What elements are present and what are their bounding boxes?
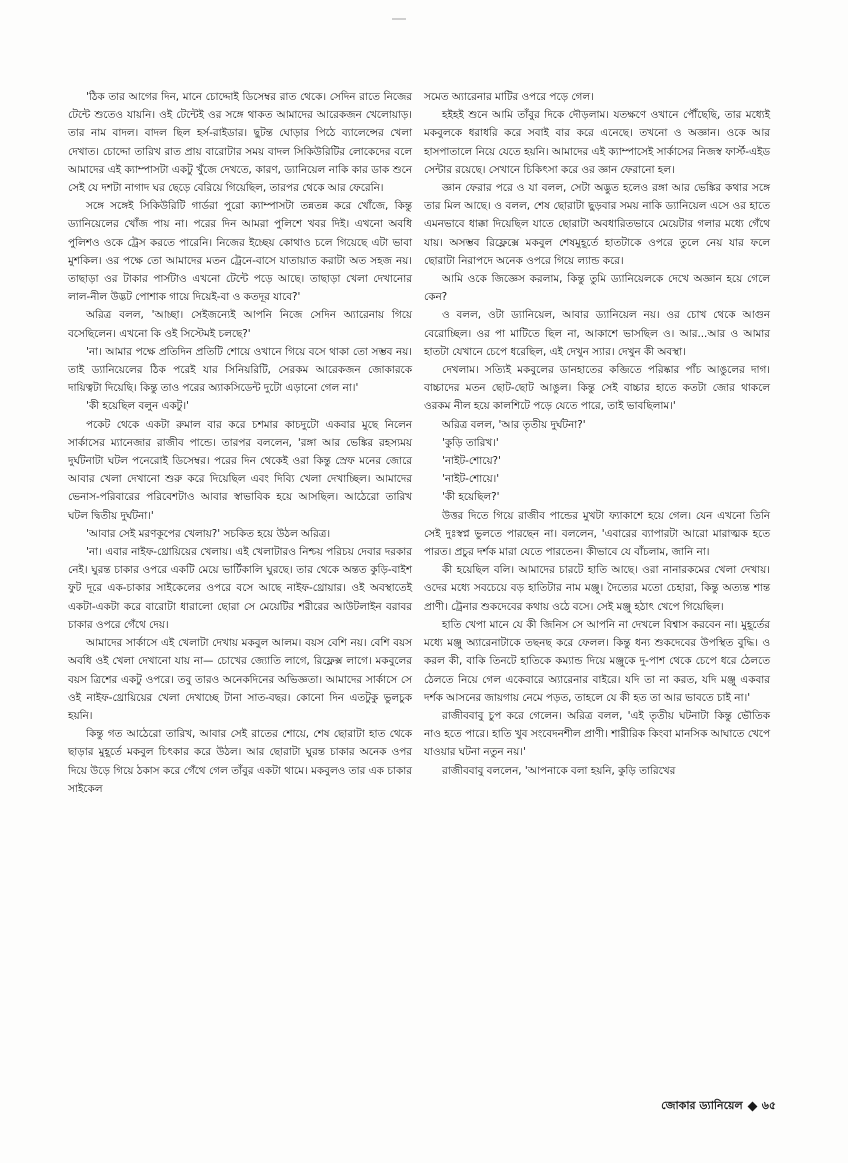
- page-top-mark: [392, 18, 406, 20]
- paragraph: আমি ওকে জিজ্ঞেস করলাম, কিন্তু তুমি ড্যানিয়েলকে দেখে অজ্ঞান হয়ে গেলে কেন?: [424, 273, 770, 304]
- paragraph: 'কী হয়েছিল বলুন একটু।': [86, 400, 189, 413]
- paragraph: 'নাইট-শোয়ে।': [442, 473, 500, 486]
- paragraph: কী হয়েছিল বলি। আমাদের চারটে হাতি আছে। ওরা নানারকমের খেলা দেখায়। ওদের মধ্যে সবচেয়ে বড় হাতিটার নাম মঞ্জু। দৈত্যের মতো চেহারা, কিন্তু অত্যন্ত শান্ত প্রাণী। ট্রেনার শুকদেবের কথায় ওঠে বসে। সেই মঞ্জু হঠাৎ খেপে গিয়েছিল।: [424, 564, 770, 613]
- paragraph: জ্ঞান ফেরার পরে ও যা বলল, সেটা অদ্ভুত হলেও রঙ্গা আর ভেঙ্কির কথার সঙ্গে তার মিল আছে। ও বলল, শেষ ছোরাটা ছুড়বার সময় নাকি ড্যানিয়েল এসে ওর হাতে এমনভাবে ধাক্কা দিয়েছিল যাতে ছোরাটা অবধারিতভাবে মেয়েটার গলার মধ্যে গেঁথে যায়। অসম্ভব রিফ্লেক্সে মকবুল শেষমুহূর্তে হাতটাকে ওপরে তুলে নেয় যার ফলে ছোরাটা নিরাপদে অনেক ওপরে গিয়ে ল্যান্ড করে।: [424, 182, 770, 267]
- paragraph: উত্তর দিতে গিয়ে রাজীব পান্ডের মুখটা ফ্যাকাশে হয়ে গেল। যেন এখনো তিনি সেই দুঃস্বপ্ন ভুলতে পারছেন না। বললেন, 'এবারের ব্যাপারটা আরো মারাত্মক হতে পারত। প্রচুর দর্শক মারা যেতে পারতেন। কীভাবে যে বাঁচলাম, জানি না।: [424, 509, 770, 559]
- left-column: [68, 88, 412, 798]
- paragraph: রাজীববাবু চুপ করে গেলেন। অরিত্র বলল, 'এই তৃতীয় ঘটনাটা কিন্তু ভৌতিক নাও হতে পারে। হাতি খুব সংবেদনশীল প্রাণী। শারীরিক কিংবা মানসিক আঘাতে খেপে যাওয়ার ঘটনা নতুন নয়।': [424, 709, 770, 759]
- paragraph: 'না। আমার পক্ষে প্রতিদিন প্রতিটি শোয়ে ওখানে গিয়ে বসে থাকা তো সম্ভব নয়। তাই ড্যানিয়েলের ঠিক পরেই যার সিনিয়রিটি, সেরকম আরেকজন জোকারকে দায়িত্বটা দিয়েছি। কিন্তু তাও পরের অ্যাকসিডেন্ট দুটো এড়ানো গেল না।': [68, 345, 412, 395]
- paragraph: 'কুড়ি তারিখ।': [442, 436, 499, 449]
- paragraph-continued: সমেত অ্যারেনার মাটির ওপরে পড়ে গেল।: [424, 91, 594, 103]
- paragraph: অরিত্র বলল, 'আচ্ছা। সেইজন্যেই আপনি নিজে সেদিন অ্যারেনায় গিয়ে বসেছিলেন। এখনো কি ওই সিস্টেমই চলছে?': [68, 309, 412, 340]
- paragraph: হইহই শুনে আমি তাঁবুর দিকে দৌড়লাম। যতক্ষণে ওখানে পৌঁছেছি, তার মধ্যেই মকবুলকে ধরাধরি করে সবাই বার করে এনেছে। তখনো ও অজ্ঞান। ওকে আর হাসপাতালে নিয়ে যেতে হয়নি। আমাদের এই ক্যাম্পাসেই সার্কাসের নিজস্ব ফার্স্ট-এইড সেন্টার রয়েছে। সেখানে চিকিৎসা করে ওর জ্ঞান ফেরানো হল।: [424, 109, 770, 176]
- paragraph: হাতি খেপা মানে যে কী জিনিস সে আপনি না দেখলে বিশ্বাস করবেন না। মুহূর্তের মধ্যে মঞ্জু অ্যারেনাটাকে তছনছ করে ফেলল। কিন্তু ধন্য শুকদেবের উপস্থিত বুদ্ধি। ও করল কী, বাকি তিনটে হাতিকে কম্যান্ড দিয়ে মঞ্জুকে দু-পাশ থেকে চেপে ধরে ঠেলতে ঠেলতে নিয়ে গেল একেবারে অ্যারেনার বাইরে। যদি তা না করত, যদি মঞ্জু একবার দর্শক আসনের জায়গায় নেমে পড়ত, তাহলে যে কী হত তা আর ভাবতে চাই না।': [424, 618, 770, 704]
- page-number: ৬৫: [761, 1099, 776, 1112]
- paragraph: 'নাইট-শোয়ে?': [442, 455, 501, 468]
- paragraph: রাজীববাবু বললেন, 'আপনাকে বলা হয়নি, কুড়ি তারিখের: [442, 764, 676, 777]
- paragraph: অরিত্র বলল, 'আর তৃতীয় দুর্ঘটনা?': [442, 418, 586, 431]
- paragraph: 'ঠিক তার আগের দিন, মানে চোদ্দোই ডিসেম্বর রাত থেকে। সেদিন রাতে নিজের টেন্টে শুতেও যায়নি। ওই টেন্টেই ওর সঙ্গে থাকত আমাদের আরেকজন খেলোয়াড়। তার নাম বাদল। বাদল ছিল হর্স-রাইডার। ছুটন্ত ঘোড়ার পিঠে ব্যালেন্সের খেলা দেখাত। চোদ্দো তারিখ রাত প্রায় বারোটার সময় বাদল সিকিউরিটির লোকেদের বলে আমাদের এই ক্যাম্পাসটা একটু খুঁজে দেখতে, কারণ, ড্যানিয়েল নাকি কার ডাক শুনে সেই যে দশটা নাগাদ ঘর ছেড়ে বেরিয়ে গিয়েছিল, তারপর থেকে আর ফেরেনি।: [68, 91, 412, 195]
- running-title: জোকার ড্যানিয়েল: [661, 1099, 743, 1112]
- right-column: [424, 88, 770, 780]
- diamond-icon: [747, 1102, 757, 1112]
- paragraph: আমাদের সার্কাসে এই খেলাটা দেখায় মকবুল আলম। বয়স বেশি নয়। বেশি বয়স অবধি ওই খেলা দেখানো যায় না— চোখের জ্যোতি লাগে, রিফ্লেক্স লাগে। মকবুলের বয়স ত্রিশের একটু ওপরে। তবু তারও অনেকদিনের অভিজ্ঞতা। আমাদের সার্কাসে সে ওই নাইফ-থ্রোয়িয়ের খেলা দেখাচ্ছে টানা সাত-বছর। কোনো দিন এতটুকু ভুলচুক হয়নি।: [68, 637, 412, 722]
- paragraph: ও বলল, ওটা ড্যানিয়েল, আবার ড্যানিয়েল নয়। ওর চোখ থেকে আগুন বেরোচ্ছিল। ওর পা মাটিতে ছিল না, আকাশে ভাসছিল ও। আর...আর ও আমার হাতটা যেখানে চেপে ধরেছিল, এই দেখুন স্যার। দেখুন কী অবস্থা।: [424, 309, 770, 358]
- paragraph: 'কী হয়েছিল?': [442, 491, 500, 504]
- paragraph: 'আবার সেই মরণকূপের খেলায়?' সচকিত হয়ে উঠল অরিত্র।: [86, 527, 331, 540]
- paragraph: সঙ্গে সঙ্গেই সিকিউরিটি গার্ডরা পুরো ক্যাম্পাসটা তন্নতন্ন করে খোঁজে, কিন্তু ড্যানিয়েলের খোঁজ পায় না। পরের দিন আমরা পুলিশে খবর দিই। এখনো অবধি পুলিশও ওকে ট্রেস করতে পারেনি। নিজের ইচ্ছেয় কোথাও চলে গিয়েছে এটা ভাবা মুশকিল। ওর পক্ষে তো আমাদের মতন ট্রেনে-বাসে যাতায়াত করাটা অত সহজ নয়। তাছাড়া ওর টাকার পার্সটাও এখনো টেন্টে পড়ে আছে। তাছাড়া খেলা দেখানোর লাল-নীল উদ্ভট পোশাক গায়ে দিয়েই-বা ও কতদূর যাবে?': [68, 200, 412, 304]
- paragraph: 'না। এবার নাইফ-থ্রোয়িয়ের খেলায়। এই খেলাটারও নিশ্চয় পরিচয় দেবার দরকার নেই। ঘুরন্ত চাকার ওপরে একটি মেয়ে ভার্টিকালি ঘুরছে। তার থেকে অন্তত কুড়ি-বাইশ ফুট দূরে এক-চাকার সাইকেলের ওপরে বসে আছে নাইফ-থ্রোয়ার। ওই অবস্থাতেই একটা-একটা করে বারোটা ধারালো ছোরা সে মেয়েটির শরীরের আউটলাইন বরাবর চাকার ওপরে গেঁথে দেয়।: [68, 546, 412, 631]
- paragraph: কিন্তু গত আঠেরো তারিখ, আবার সেই রাতের শোয়ে, শেষ ছোরাটা হাত থেকে ছাড়ার মুহূর্তে মকবুল চিৎকার করে উঠল। আর ছোরাটা ঘুরন্ত চাকার অনেক ওপর দিয়ে উড়ে গিয়ে ঠকাস করে গেঁথে গেল তাঁবুর একটা থামে। মকবুলও তার এক চাকার সাইকেল: [68, 728, 412, 795]
- paragraph: পকেট থেকে একটা রুমাল বার করে চশমার কাচদুটো একবার মুছে নিলেন সার্কাসের ম্যানেজার রাজীব পান্ডে। তারপর বললেন, 'রঙ্গা আর ভেঙ্কির রহস্যময় দুর্ঘটনাটা ঘটল পনেরোই ডিসেম্বর। পরের দিন থেকেই ওরা কিন্তু স্রেফ মনের জোরে আবার খেলা দেখানো শুরু করে দিয়েছিল এবং দিব্যি খেলা দেখাচ্ছিল। আমাদের ভেনাস-পরিবারের পরিবেশটাও আবার স্বাভাবিক হয়ে আসছিল। আঠেরো তারিখ ঘটল দ্বিতীয় দুর্ঘটনা।': [68, 418, 412, 522]
- page-footer: [661, 1097, 776, 1116]
- paragraph: দেখলাম। সত্যিই মকবুলের ডানহাতের কব্জিতে পরিষ্কার পাঁচ আঙুলের দাগ। বাচ্চাদের মতন ছোট-ছোট আঙুল। কিন্তু সেই বাচ্চার হাতে কতটা জোর থাকলে ওরকম নীল হয়ে কালশিটে পড়ে যেতে পারে, তাই ভাবছিলাম।': [424, 364, 770, 413]
